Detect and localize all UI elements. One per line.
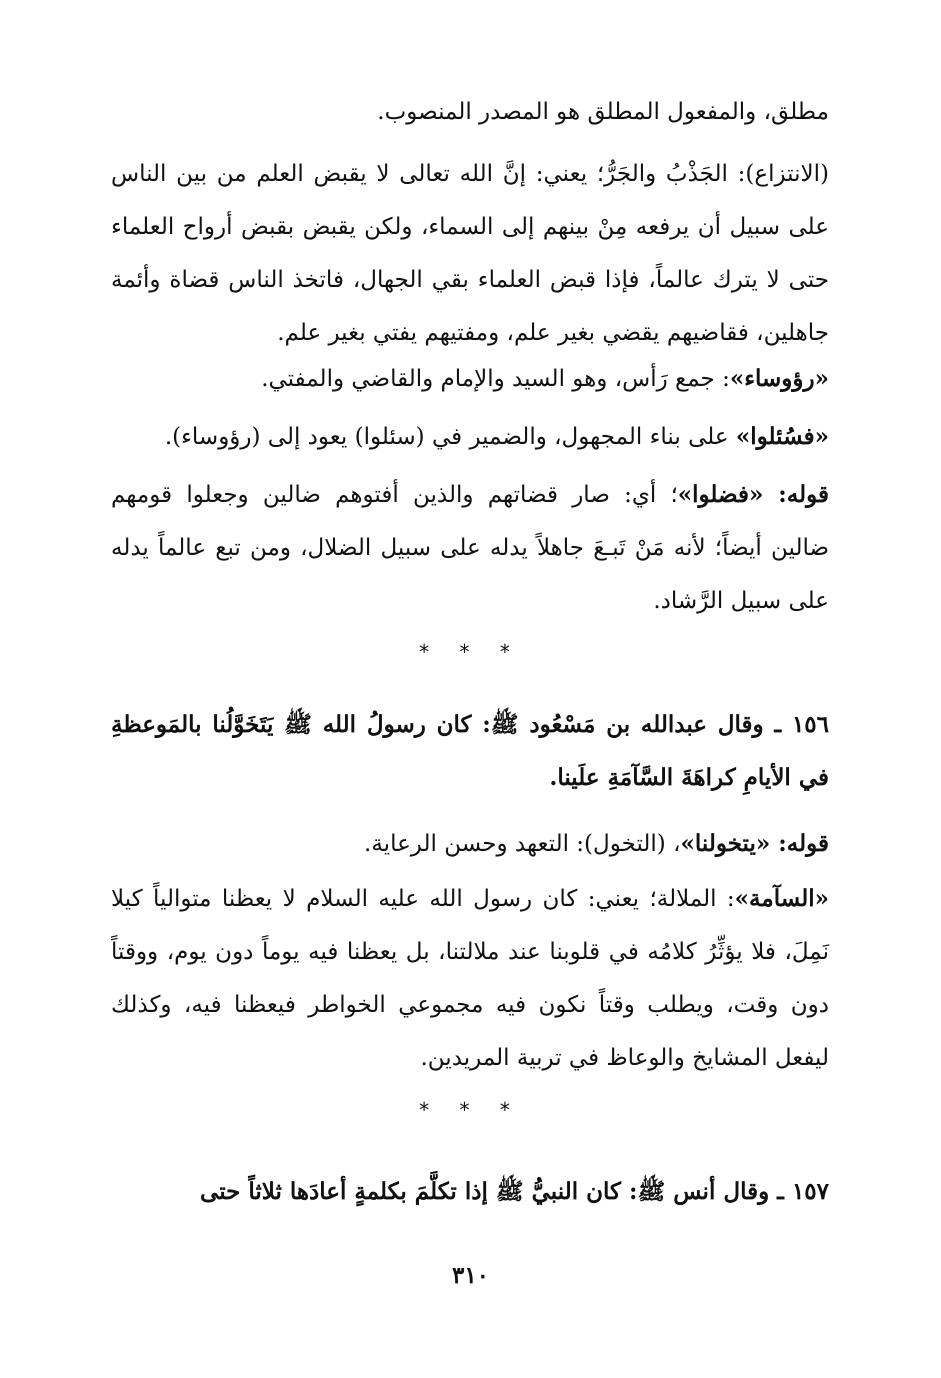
page-number: ٣١٠ [451,1262,490,1289]
section-divider: * * * [419,1098,522,1122]
term-ruusaa: «رؤوساء» [729,365,829,392]
paragraph-yatakhawwaluna [111,817,829,871]
term-dallu: قوله: «فضلوا» [677,481,829,508]
definition-suilu: على بناء المجهول، والضمير في (سئلوا) يعود إلى (رؤوساء). [164,424,736,450]
term-suilu: «فسُئلوا» [735,423,829,450]
definition-yatakhawwaluna: ، (التخول): التعهد وحسن الرعاية. [364,831,681,857]
section-divider: * * * [419,640,522,664]
hadith-156: ١٥٦ ـ وقال عبدالله بن مَسْعُود ﷺ: كان رسولُ الله ﷺ يَتَخَوَّلُنا بالمَوعظةِ في الأيامِ كراهَةَ السَّآمَةِ علَينا. [111,711,829,791]
paragraph-continuation: مطلق، والمفعول المطلق هو المصدر المنصوب. [377,99,829,125]
paragraph-ruusaa [111,352,829,406]
paragraph-suilu [111,410,829,464]
definition-saama: : الملالة؛ يعني: كان رسول الله عليه السلام لا يعظنا متوالياً كيلا نَمِلَ، فلا يؤثِّرُ كلامُه في قلوبنا عند ملالتنا، بل يعظنا فيه يوماً دون يوم، ووقتاً دون وقت، ويطلب وقتاً نكون فيه مجموعي الخواطر فيعظنا فيه، وكذلك ليفعل المشايخ والوعاظ في تربية المريدين. [111,886,829,1071]
definition-dallu: ؛ أي: صار قضاتهم والذين أفتوهم ضالين وجعلوا قومهم ضالين أيضاً؛ لأنه مَنْ تَبـعَ جاهلاً يدله على سبيل الضلال، ومن تبع عالماً يدله على سبيل الرَّشاد. [111,482,829,614]
hadith-157: ١٥٧ ـ وقال أنس ﷺ: كان النبيُّ ﷺ إذا تكلَّمَ بكلمةٍ أعادَها ثلاثاً حتى [200,1178,829,1205]
term-saama: «السآمة» [734,885,829,912]
definition-ruusaa: : جمع رَأس، وهو السيد والإمام والقاضي والمفتي. [261,366,730,392]
paragraph-intizaa: (الانتزاع): الجَذْبُ والجَرُّ؛ يعني: إنَّ الله تعالى لا يقبض العلم من بين الناس على سبيل أن يرفعه مِنْ بينهم إلى السماء، ولكن يقبض بقبض أرواح العلماء حتى لا يترك عالماً، فإذا قبض العلماء بقي الجهال، فاتخذ الناس قضاة وأئمة جاهلين، فقاضيهم يقضي بغير علم، ومفتيهم يفتي بغير علم. [111,161,829,346]
paragraph-saama [111,872,829,1085]
term-yatakhawwaluna: قوله: «يتخولنا» [680,830,829,857]
paragraph-dallu [111,468,829,628]
